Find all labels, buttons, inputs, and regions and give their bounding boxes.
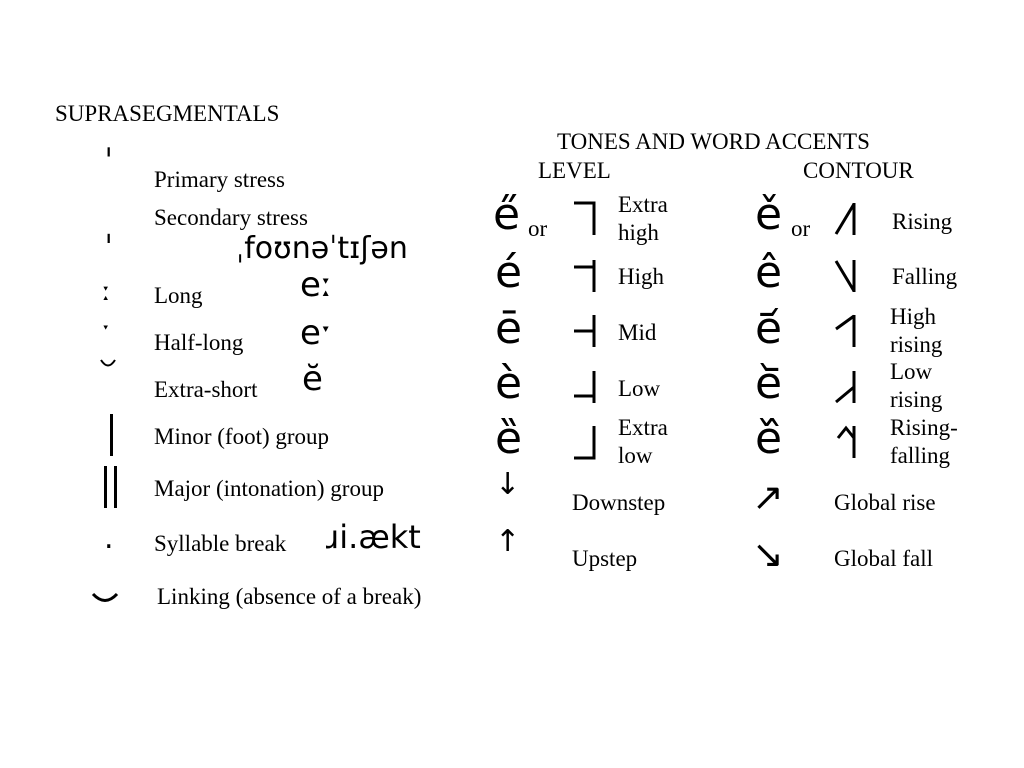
- upstep-arrow: ↑: [495, 524, 521, 559]
- major-group-symbol-left: [104, 466, 107, 508]
- long-symbol: ː: [102, 277, 111, 307]
- long-example: eː: [300, 265, 333, 305]
- downstep-arrow: ↓: [495, 467, 521, 502]
- tone-letter-rising-falling: [834, 424, 858, 460]
- contour-high-rising-glyph: e᷄: [755, 303, 783, 354]
- secondary-stress-label: Secondary stress: [154, 205, 308, 230]
- contour-or: or: [791, 216, 811, 241]
- half-long-example: eˑ: [300, 313, 333, 353]
- tones-title: TONES AND WORD ACCENTS: [557, 129, 870, 154]
- major-group-label: Major (intonation) group: [154, 476, 384, 501]
- contour-falling-glyph: ê: [755, 247, 783, 298]
- linking-symbol: [91, 592, 119, 606]
- suprasegmentals-title: SUPRASEGMENTALS: [55, 101, 280, 126]
- contour-rising-falling-glyph: e᷈: [755, 413, 783, 464]
- global-fall-label: Global fall: [834, 546, 933, 571]
- level-extra-high-label: Extra high: [618, 192, 668, 245]
- tone-letter-mid: [572, 313, 596, 349]
- tone-letter-extra-high: [572, 201, 596, 237]
- tone-letter-falling: [834, 258, 858, 294]
- linking-label: Linking (absence of a break): [157, 584, 422, 609]
- global-fall-arrow: ↘: [752, 532, 784, 576]
- syllable-break-symbol: .: [104, 521, 114, 556]
- level-mid-glyph: ē: [495, 303, 523, 354]
- level-or: or: [528, 216, 548, 241]
- extra-short-example: ĕ: [302, 359, 323, 399]
- global-rise-label: Global rise: [834, 490, 936, 515]
- long-label: Long: [154, 283, 203, 308]
- level-extra-low-glyph: ȅ: [495, 413, 523, 464]
- half-long-symbol: ˑ: [102, 316, 111, 346]
- syllable-break-label: Syllable break: [154, 531, 287, 556]
- contour-header: CONTOUR: [803, 158, 914, 183]
- global-rise-arrow: ↗: [752, 475, 784, 519]
- minor-group-label: Minor (foot) group: [154, 424, 330, 449]
- level-low-label: Low: [618, 376, 661, 401]
- downstep-label: Downstep: [572, 490, 666, 515]
- tone-letter-low: [572, 369, 596, 405]
- major-group-symbol-right: [114, 466, 117, 508]
- tone-letter-high: [572, 258, 596, 294]
- minor-group-symbol: [110, 414, 113, 456]
- tone-letter-extra-low: [572, 424, 596, 460]
- tone-letter-rising: [834, 201, 858, 237]
- level-extra-low-label: Extra low: [618, 415, 668, 468]
- contour-rising-glyph: ě: [755, 189, 783, 240]
- level-high-label: High: [618, 264, 664, 289]
- level-header: LEVEL: [538, 158, 611, 183]
- level-low-glyph: è: [495, 358, 523, 409]
- contour-falling-label: Falling: [892, 264, 958, 289]
- upstep-label: Upstep: [572, 546, 638, 571]
- secondary-stress-symbol: ˌ: [104, 207, 114, 247]
- contour-low-rising-glyph: e᷅: [755, 358, 783, 409]
- primary-stress-label: Primary stress: [154, 167, 285, 192]
- tone-letter-low-rising: [834, 369, 858, 405]
- contour-high-rising-label: High rising: [890, 304, 943, 357]
- contour-rising-label: Rising: [892, 209, 953, 234]
- half-long-label: Half-long: [154, 330, 244, 355]
- tone-letter-high-rising: [834, 313, 858, 349]
- level-mid-label: Mid: [618, 320, 657, 345]
- contour-rising-falling-label: Rising- falling: [890, 415, 958, 468]
- level-high-glyph: é: [495, 247, 523, 298]
- breve-symbol: [99, 358, 117, 370]
- extra-short-label: Extra-short: [154, 377, 258, 402]
- contour-low-rising-label: Low rising: [890, 359, 943, 412]
- syllable-break-example: ɹi.ækt: [326, 518, 421, 556]
- stress-example: ˌfoʊnəˈtɪʃən: [236, 231, 408, 266]
- primary-stress-symbol: ˈ: [104, 142, 114, 182]
- level-extra-high-glyph: e̋: [493, 189, 521, 240]
